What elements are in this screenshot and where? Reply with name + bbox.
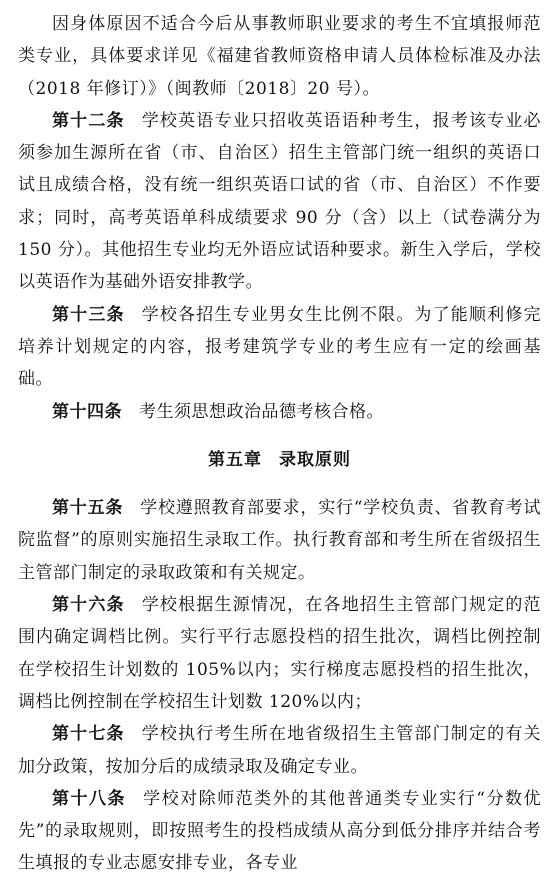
article-number: 第十二条 <box>52 110 125 131</box>
article-number: 第十八条 <box>52 788 127 809</box>
chapter-number: 第五章 <box>208 449 262 470</box>
article-number: 第十七条 <box>52 724 125 745</box>
paragraph-text: 学校对除师范类外的其他普通类专业实行“分数优先”的录取规则，即按照考生的投档成绩从高分到低分排序并结合考生填报的专业志愿安排专业，各专业 <box>18 788 542 874</box>
paragraph-text: 学校执行考生所在地省级招生主管部门制定的有关加分政策，按加分后的成绩录取及确定专业。 <box>18 724 542 777</box>
article-13 <box>18 299 541 396</box>
article-number: 第十三条 <box>52 304 125 325</box>
article-16 <box>18 589 541 718</box>
paragraph-text: 学校各招生专业男女生比例不限。为了能顺利修完培养计划规定的内容，报考建筑学专业的考生应有一定的绘画基础。 <box>18 304 542 390</box>
paragraph-text: 因身体原因不适合今后从事教师职业要求的考生不宜填报师范类专业，具体要求详见《福建省教师资格申请人员体检标准及办法（2018 年修订）》（闽教师〔2018〕20 号）。 <box>18 14 541 99</box>
article-number: 第十六条 <box>52 595 125 616</box>
chapter-title: 录取原则 <box>279 449 351 470</box>
paragraph-text: 学校遵照教育部要求，实行“学校负责、省教育考试院监督”的原则实施招生录取工作。执行教育部和考生所在省级招生主管部门制定的录取政策和有关规定。 <box>18 498 541 583</box>
article-14 <box>18 396 541 428</box>
article-12 <box>18 105 541 299</box>
article-number: 第十四条 <box>52 401 122 422</box>
paragraph-text: 学校英语专业只招收英语语种考生，报考该专业必须参加生源所在省（市、自治区）招生主管部门统一组织的英语口试且成绩合格，没有统一组织英语口试的省（市、自治区）不作要求；同时，高考英语单科成绩要求 90 分（含）以上（试卷满分为 150 分）。其他招生专业均无外语应试语种要求。新生入学后，学校以英语作为基础外语安排教学。 <box>18 110 542 293</box>
chapter-heading <box>18 444 541 476</box>
article-17 <box>18 718 541 783</box>
paragraph-health-requirements <box>18 8 541 105</box>
paragraph-text: 考生须思想政治品德考核合格。 <box>139 401 384 422</box>
article-18 <box>18 783 541 880</box>
paragraph-text: 学校根据生源情况，在各地招生主管部门规定的范围内确定调档比例。实行平行志愿投档的招生批次，调档比例控制在学校招生计划数的 105%以内；实行梯度志愿投档的招生批次，调档比例控制在学校招生计划数 120%以内； <box>18 595 542 712</box>
article-15 <box>18 492 541 589</box>
article-number: 第十五条 <box>52 498 124 519</box>
